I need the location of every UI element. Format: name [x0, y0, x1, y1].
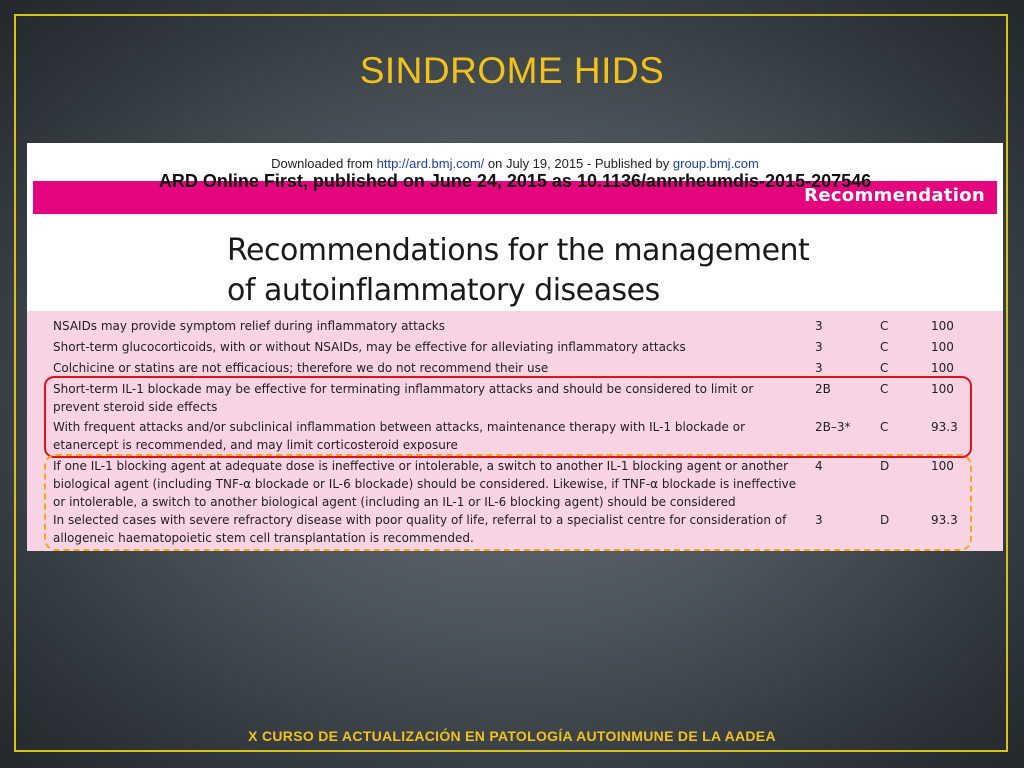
agreement-percent: 93.3 [931, 513, 958, 527]
strength-grade: C [880, 420, 889, 434]
agreement-percent: 93.3 [931, 420, 958, 434]
agreement-percent: 100 [931, 459, 954, 473]
recommendation-text: If one IL-1 blocking agent at adequate dose is ineffective or intolerable, a switch to another IL-1 blocking agent or another biological agent (including TNF-α blockade or IL-6 blockade) should be considered. Likewise, if TNF-α blockade is ineffective or intolerable, a switch to another biological agent (including an IL-1 or IL-6 blocking agent) should be considered [53, 459, 797, 509]
download-line [27, 156, 1003, 171]
slide-footer: X CURSO DE ACTUALIZACIÓN EN PATOLOGÍA AUTOINMUNE DE LA AADEA [248, 728, 776, 744]
evidence-level: 3 [815, 319, 823, 333]
download-middle: on July 19, 2015 - Published by [484, 156, 673, 171]
strength-grade: D [880, 459, 890, 473]
section-label: Recommendation [804, 185, 985, 206]
download-url-link[interactable]: http://ard.bmj.com/ [376, 156, 485, 171]
strength-grade: C [880, 319, 889, 333]
highlight-box-red [44, 376, 972, 458]
evidence-level: 2B [815, 382, 831, 396]
strength-grade: C [880, 382, 889, 396]
agreement-percent: 100 [931, 361, 954, 375]
evidence-level: 4 [815, 459, 823, 473]
highlight-box-orange-dashed [44, 454, 972, 551]
strength-grade: C [880, 340, 889, 354]
ard-publication-line: ARD Online First, published on June 24, 2015 as 10.1136/annrheumdis-2015-207546 [158, 171, 872, 191]
evidence-level: 3 [815, 340, 823, 354]
agreement-percent: 100 [931, 340, 954, 354]
strength-grade: D [880, 513, 890, 527]
evidence-level: 3 [815, 513, 823, 527]
agreement-percent: 100 [931, 382, 954, 396]
download-prefix: Downloaded from [271, 156, 377, 171]
article-title [227, 231, 809, 311]
publisher-link[interactable]: group.bmj.com [672, 156, 759, 171]
recommendation-text: Short-term glucocorticoids, with or without NSAIDs, may be effective for alleviating inflammatory attacks [53, 340, 686, 354]
recommendation-text: With frequent attacks and/or subclinical inflammation between attacks, maintenance therapy with IL-1 blockade or etanercept is recommended, and may limit corticosteroid exposure [53, 420, 746, 452]
recommendation-text: Colchicine or statins are not efficacious; therefore we do not recommend their use [53, 361, 549, 375]
strength-grade: C [880, 361, 889, 375]
slide-title: SINDROME HIDS [359, 50, 665, 91]
evidence-level: 2B–3* [815, 420, 851, 434]
agreement-percent: 100 [931, 319, 954, 333]
article-title-line-1: Recommendations for the management [227, 233, 810, 268]
recommendation-text: In selected cases with severe refractory disease with poor quality of life, referral to a specialist centre for consideration of allogeneic haematopoietic stem cell transplantation is recommended. [53, 513, 787, 545]
article-title-line-2: of autoinflammatory diseases [227, 273, 660, 308]
recommendation-text: NSAIDs may provide symptom relief during inflammatory attacks [53, 319, 445, 333]
evidence-level: 3 [815, 361, 823, 375]
recommendation-text: Short-term IL-1 blockade may be effective for terminating inflammatory attacks and should be considered to limit or prevent steroid side effects [53, 382, 754, 414]
